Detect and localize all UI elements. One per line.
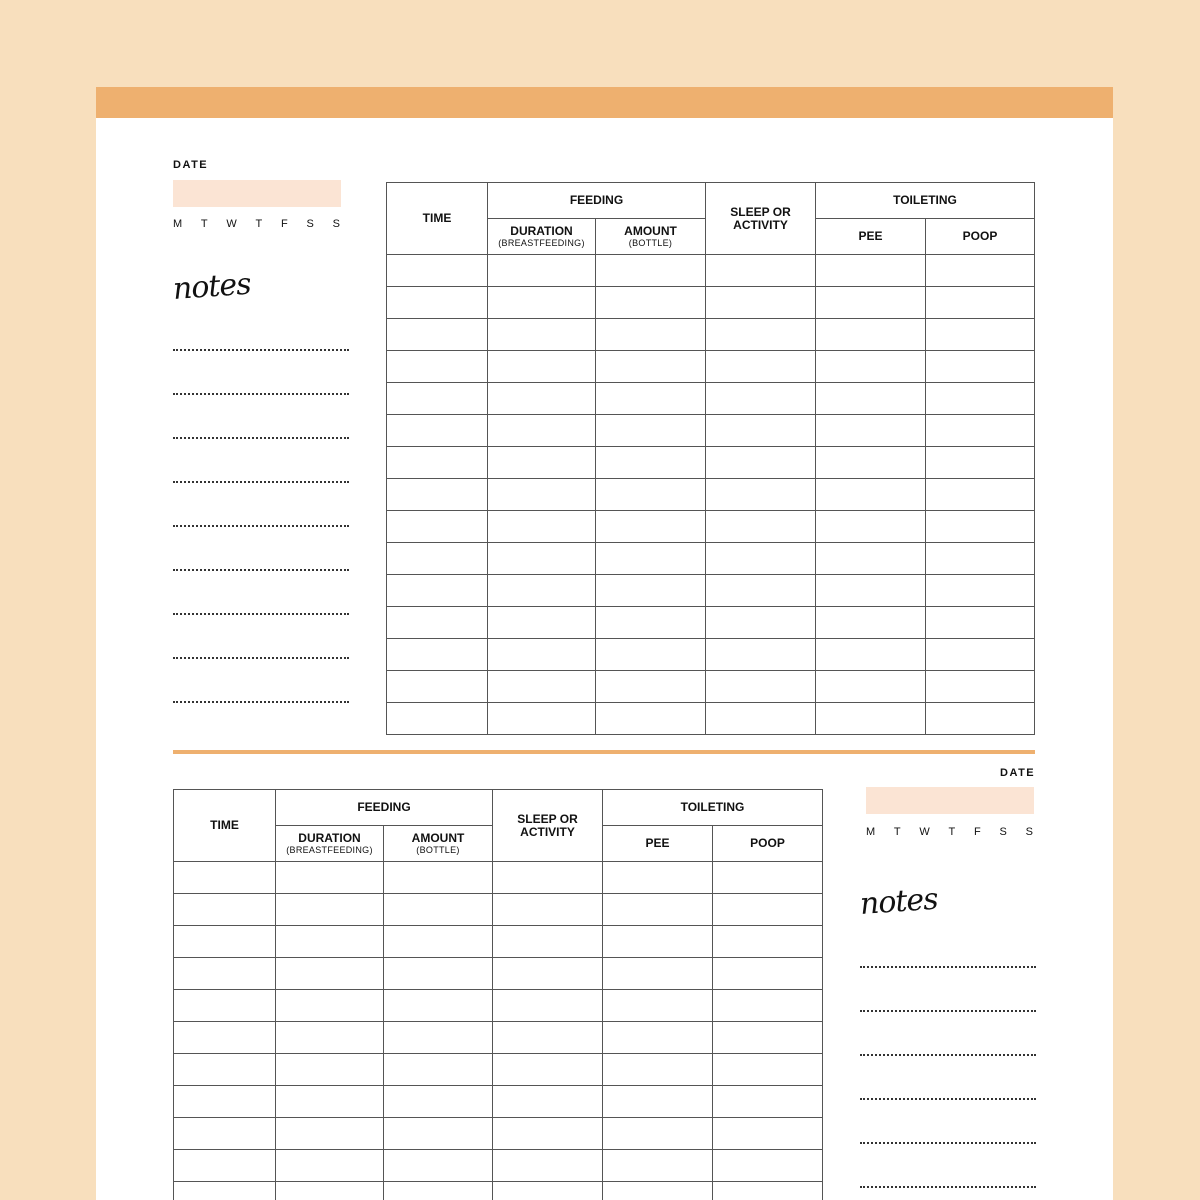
- cell-sleep[interactable]: [493, 862, 603, 894]
- cell-duration[interactable]: [276, 926, 384, 958]
- table-row: [387, 575, 1035, 607]
- cell-duration[interactable]: [276, 894, 384, 926]
- cell-poop[interactable]: [926, 351, 1035, 383]
- top-day-fri[interactable]: F: [281, 218, 289, 230]
- cell-time[interactable]: [387, 319, 488, 351]
- table-row: [174, 1022, 823, 1054]
- table-row: [174, 1054, 823, 1086]
- cell-pee[interactable]: [603, 1086, 713, 1118]
- cell-sleep[interactable]: [493, 958, 603, 990]
- cell-sleep[interactable]: [493, 1182, 603, 1200]
- table-row: [387, 639, 1035, 671]
- top-note-line[interactable]: [173, 481, 349, 483]
- cell-pee[interactable]: [816, 383, 926, 415]
- cell-duration[interactable]: [276, 958, 384, 990]
- col-duration-header: [488, 219, 596, 255]
- bottom-day-wed[interactable]: W: [919, 826, 931, 838]
- cell-sleep[interactable]: [706, 287, 816, 319]
- cell-sleep[interactable]: [706, 255, 816, 287]
- table-row: [174, 862, 823, 894]
- table-row: [174, 958, 823, 990]
- cell-time[interactable]: [174, 1150, 276, 1182]
- col-toileting-header: TOILETING: [603, 790, 823, 826]
- duration-sublabel: (BREASTFEEDING): [498, 238, 585, 248]
- cell-poop[interactable]: [713, 862, 823, 894]
- bottom-note-line[interactable]: [860, 1186, 1036, 1188]
- cell-time[interactable]: [387, 447, 488, 479]
- cell-amount[interactable]: [384, 1182, 493, 1200]
- cell-pee[interactable]: [816, 511, 926, 543]
- cell-amount[interactable]: [384, 990, 493, 1022]
- cell-amount[interactable]: [384, 862, 493, 894]
- table-row: [387, 447, 1035, 479]
- cell-pee[interactable]: [816, 415, 926, 447]
- bottom-notes-title: notes: [858, 881, 939, 922]
- amount-sublabel: (BOTTLE): [416, 845, 460, 855]
- cell-amount[interactable]: [596, 383, 706, 415]
- cell-pee[interactable]: [816, 607, 926, 639]
- cell-poop[interactable]: [926, 319, 1035, 351]
- cell-sleep[interactable]: [493, 1118, 603, 1150]
- cell-pee[interactable]: [816, 351, 926, 383]
- cell-time[interactable]: [387, 703, 488, 735]
- cell-poop[interactable]: [926, 511, 1035, 543]
- cell-poop[interactable]: [713, 958, 823, 990]
- sleep-label: SLEEP OR ACTIVITY: [517, 811, 578, 839]
- cell-sleep[interactable]: [706, 447, 816, 479]
- bottom-day-tue[interactable]: T: [893, 826, 902, 838]
- duration-label: DURATION: [510, 224, 573, 238]
- cell-time[interactable]: [387, 383, 488, 415]
- table-row: [174, 990, 823, 1022]
- cell-duration[interactable]: [488, 639, 596, 671]
- col-time-header: TIME: [387, 183, 488, 255]
- cell-sleep[interactable]: [706, 383, 816, 415]
- cell-sleep[interactable]: [706, 319, 816, 351]
- cell-amount[interactable]: [596, 447, 706, 479]
- cell-sleep[interactable]: [706, 543, 816, 575]
- table-row: [387, 543, 1035, 575]
- table-row: [387, 415, 1035, 447]
- top-note-line[interactable]: [173, 613, 349, 615]
- cell-pee[interactable]: [816, 575, 926, 607]
- top-note-line[interactable]: [173, 393, 349, 395]
- cell-duration[interactable]: [276, 1054, 384, 1086]
- cell-pee[interactable]: [816, 703, 926, 735]
- bottom-note-line[interactable]: [860, 966, 1036, 968]
- cell-amount[interactable]: [596, 575, 706, 607]
- col-toileting-header: TOILETING: [816, 183, 1035, 219]
- table-row: [174, 926, 823, 958]
- bottom-note-line[interactable]: [860, 1010, 1036, 1012]
- cell-duration[interactable]: [276, 1086, 384, 1118]
- cell-duration[interactable]: [488, 255, 596, 287]
- cell-duration[interactable]: [488, 575, 596, 607]
- cell-time[interactable]: [174, 1054, 276, 1086]
- cell-pee[interactable]: [816, 287, 926, 319]
- bottom-day-sat[interactable]: S: [999, 826, 1008, 838]
- cell-amount[interactable]: [596, 607, 706, 639]
- cell-time[interactable]: [387, 351, 488, 383]
- cell-duration[interactable]: [276, 1182, 384, 1200]
- cell-sleep[interactable]: [493, 1150, 603, 1182]
- bottom-day-sun[interactable]: S: [1025, 826, 1034, 838]
- cell-amount[interactable]: [596, 351, 706, 383]
- cell-time[interactable]: [174, 926, 276, 958]
- cell-poop[interactable]: [926, 447, 1035, 479]
- bottom-day-mon[interactable]: M: [866, 826, 877, 838]
- cell-duration[interactable]: [276, 990, 384, 1022]
- cell-amount[interactable]: [384, 1086, 493, 1118]
- cell-time[interactable]: [174, 1182, 276, 1200]
- top-day-wed[interactable]: W: [226, 218, 238, 230]
- top-note-line[interactable]: [173, 437, 349, 439]
- cell-duration[interactable]: [488, 607, 596, 639]
- table-row: [387, 287, 1035, 319]
- top-day-sun[interactable]: S: [332, 218, 341, 230]
- cell-pee[interactable]: [603, 1054, 713, 1086]
- cell-sleep[interactable]: [493, 1086, 603, 1118]
- cell-sleep[interactable]: [493, 1054, 603, 1086]
- cell-poop[interactable]: [713, 1054, 823, 1086]
- bottom-note-line[interactable]: [860, 1054, 1036, 1056]
- cell-sleep[interactable]: [706, 575, 816, 607]
- table-row: [387, 511, 1035, 543]
- table-row: [387, 607, 1035, 639]
- cell-sleep[interactable]: [493, 926, 603, 958]
- col-feeding-header: FEEDING: [488, 183, 706, 219]
- cell-duration[interactable]: [488, 479, 596, 511]
- section-divider: [173, 750, 1035, 754]
- cell-amount[interactable]: [596, 287, 706, 319]
- cell-poop[interactable]: [926, 383, 1035, 415]
- cell-pee[interactable]: [816, 479, 926, 511]
- cell-time[interactable]: [387, 575, 488, 607]
- top-day-mon[interactable]: M: [173, 218, 184, 230]
- duration-label: DURATION: [298, 831, 361, 845]
- table-row: [387, 671, 1035, 703]
- top-day-thu[interactable]: T: [255, 218, 264, 230]
- cell-time[interactable]: [174, 958, 276, 990]
- table-row: [387, 383, 1035, 415]
- cell-pee[interactable]: [816, 447, 926, 479]
- bottom-note-line[interactable]: [860, 1098, 1036, 1100]
- cell-time[interactable]: [387, 607, 488, 639]
- cell-poop[interactable]: [926, 575, 1035, 607]
- table-row: [174, 1086, 823, 1118]
- top-day-selector: [173, 218, 341, 230]
- cell-time[interactable]: [174, 862, 276, 894]
- table-row: [387, 319, 1035, 351]
- top-log-table: [386, 182, 1035, 735]
- cell-poop[interactable]: [926, 639, 1035, 671]
- cell-duration[interactable]: [488, 415, 596, 447]
- top-note-line[interactable]: [173, 569, 349, 571]
- cell-poop[interactable]: [926, 287, 1035, 319]
- cell-pee[interactable]: [816, 671, 926, 703]
- top-note-line[interactable]: [173, 701, 349, 703]
- cell-pee[interactable]: [816, 543, 926, 575]
- cell-poop[interactable]: [713, 1022, 823, 1054]
- cell-duration[interactable]: [276, 1022, 384, 1054]
- planner-sheet: [96, 87, 1113, 1200]
- cell-sleep[interactable]: [706, 671, 816, 703]
- header-bar: [96, 87, 1113, 118]
- cell-pee[interactable]: [816, 639, 926, 671]
- cell-duration[interactable]: [276, 1118, 384, 1150]
- cell-time[interactable]: [387, 511, 488, 543]
- cell-amount[interactable]: [596, 543, 706, 575]
- cell-sleep[interactable]: [706, 703, 816, 735]
- cell-poop[interactable]: [713, 990, 823, 1022]
- cell-time[interactable]: [387, 671, 488, 703]
- cell-duration[interactable]: [488, 351, 596, 383]
- cell-pee[interactable]: [603, 926, 713, 958]
- cell-time[interactable]: [387, 415, 488, 447]
- top-date-field[interactable]: [173, 180, 341, 207]
- cell-amount[interactable]: [384, 1054, 493, 1086]
- cell-time[interactable]: [174, 1086, 276, 1118]
- bottom-date-label: DATE: [1000, 767, 1036, 779]
- cell-poop[interactable]: [926, 255, 1035, 287]
- cell-duration[interactable]: [488, 383, 596, 415]
- col-sleep-header: [493, 790, 603, 862]
- cell-amount[interactable]: [596, 319, 706, 351]
- cell-poop[interactable]: [926, 415, 1035, 447]
- cell-poop[interactable]: [926, 607, 1035, 639]
- col-feeding-header: FEEDING: [276, 790, 493, 826]
- amount-label: AMOUNT: [624, 224, 677, 238]
- cell-amount[interactable]: [596, 671, 706, 703]
- top-note-line[interactable]: [173, 349, 349, 351]
- table-row: [387, 351, 1035, 383]
- cell-amount[interactable]: [596, 703, 706, 735]
- cell-sleep[interactable]: [706, 639, 816, 671]
- cell-time[interactable]: [174, 1118, 276, 1150]
- cell-poop[interactable]: [713, 1182, 823, 1200]
- cell-amount[interactable]: [596, 511, 706, 543]
- cell-sleep[interactable]: [493, 990, 603, 1022]
- cell-duration[interactable]: [276, 862, 384, 894]
- table-row: [387, 255, 1035, 287]
- top-note-line[interactable]: [173, 525, 349, 527]
- cell-pee[interactable]: [603, 894, 713, 926]
- cell-poop[interactable]: [926, 671, 1035, 703]
- col-duration-header: [276, 826, 384, 862]
- top-notes-title: notes: [171, 266, 252, 307]
- table-row: [387, 703, 1035, 735]
- cell-amount[interactable]: [384, 894, 493, 926]
- cell-poop[interactable]: [926, 703, 1035, 735]
- cell-time[interactable]: [174, 1022, 276, 1054]
- cell-amount[interactable]: [384, 926, 493, 958]
- cell-amount[interactable]: [596, 479, 706, 511]
- cell-amount[interactable]: [384, 1150, 493, 1182]
- col-amount-header: [596, 219, 706, 255]
- table-row: [174, 1118, 823, 1150]
- bottom-date-field[interactable]: [866, 787, 1034, 814]
- cell-poop[interactable]: [926, 543, 1035, 575]
- cell-duration[interactable]: [488, 319, 596, 351]
- sleep-label: SLEEP OR ACTIVITY: [730, 204, 791, 232]
- cell-amount[interactable]: [596, 639, 706, 671]
- cell-duration[interactable]: [488, 543, 596, 575]
- amount-label: AMOUNT: [411, 831, 465, 845]
- cell-pee[interactable]: [603, 1150, 713, 1182]
- col-poop-header: POOP: [926, 219, 1035, 255]
- cell-time[interactable]: [387, 639, 488, 671]
- cell-pee[interactable]: [603, 990, 713, 1022]
- cell-time[interactable]: [387, 543, 488, 575]
- cell-amount[interactable]: [596, 255, 706, 287]
- cell-poop[interactable]: [926, 479, 1035, 511]
- cell-poop[interactable]: [713, 894, 823, 926]
- cell-time[interactable]: [387, 255, 488, 287]
- cell-pee[interactable]: [816, 319, 926, 351]
- table-row: [174, 1150, 823, 1182]
- cell-duration[interactable]: [488, 703, 596, 735]
- cell-duration[interactable]: [276, 1150, 384, 1182]
- col-poop-header: POOP: [713, 826, 823, 862]
- cell-amount[interactable]: [596, 415, 706, 447]
- cell-sleep[interactable]: [706, 351, 816, 383]
- duration-sublabel: (BREASTFEEDING): [286, 845, 373, 855]
- col-amount-header: [384, 826, 493, 862]
- bottom-day-fri[interactable]: F: [974, 826, 982, 838]
- col-pee-header: PEE: [816, 219, 926, 255]
- top-day-sat[interactable]: S: [306, 218, 315, 230]
- cell-pee[interactable]: [603, 1022, 713, 1054]
- cell-sleep[interactable]: [706, 607, 816, 639]
- bottom-day-thu[interactable]: T: [948, 826, 957, 838]
- cell-poop[interactable]: [713, 1150, 823, 1182]
- top-note-line[interactable]: [173, 657, 349, 659]
- cell-pee[interactable]: [603, 1118, 713, 1150]
- cell-sleep[interactable]: [706, 511, 816, 543]
- top-date-label: DATE: [173, 159, 209, 171]
- cell-duration[interactable]: [488, 287, 596, 319]
- cell-poop[interactable]: [713, 926, 823, 958]
- cell-poop[interactable]: [713, 1086, 823, 1118]
- amount-sublabel: (BOTTLE): [628, 238, 673, 248]
- cell-amount[interactable]: [384, 958, 493, 990]
- cell-duration[interactable]: [488, 671, 596, 703]
- cell-duration[interactable]: [488, 511, 596, 543]
- cell-pee[interactable]: [816, 255, 926, 287]
- col-pee-header: PEE: [603, 826, 713, 862]
- table-row: [174, 1182, 823, 1200]
- table-row: [174, 894, 823, 926]
- cell-time[interactable]: [174, 990, 276, 1022]
- col-sleep-header: [706, 183, 816, 255]
- cell-pee[interactable]: [603, 958, 713, 990]
- cell-time[interactable]: [174, 894, 276, 926]
- cell-sleep[interactable]: [706, 479, 816, 511]
- col-time-header: TIME: [174, 790, 276, 862]
- bottom-note-line[interactable]: [860, 1142, 1036, 1144]
- cell-sleep[interactable]: [493, 1022, 603, 1054]
- cell-pee[interactable]: [603, 1182, 713, 1200]
- cell-pee[interactable]: [603, 862, 713, 894]
- bottom-log-table: [173, 789, 823, 1200]
- table-row: [387, 479, 1035, 511]
- cell-duration[interactable]: [488, 447, 596, 479]
- top-day-tue[interactable]: T: [200, 218, 209, 230]
- cell-sleep[interactable]: [706, 415, 816, 447]
- cell-poop[interactable]: [713, 1118, 823, 1150]
- cell-amount[interactable]: [384, 1118, 493, 1150]
- cell-sleep[interactable]: [493, 894, 603, 926]
- cell-amount[interactable]: [384, 1022, 493, 1054]
- cell-time[interactable]: [387, 287, 488, 319]
- bottom-day-selector: [866, 826, 1034, 838]
- cell-time[interactable]: [387, 479, 488, 511]
